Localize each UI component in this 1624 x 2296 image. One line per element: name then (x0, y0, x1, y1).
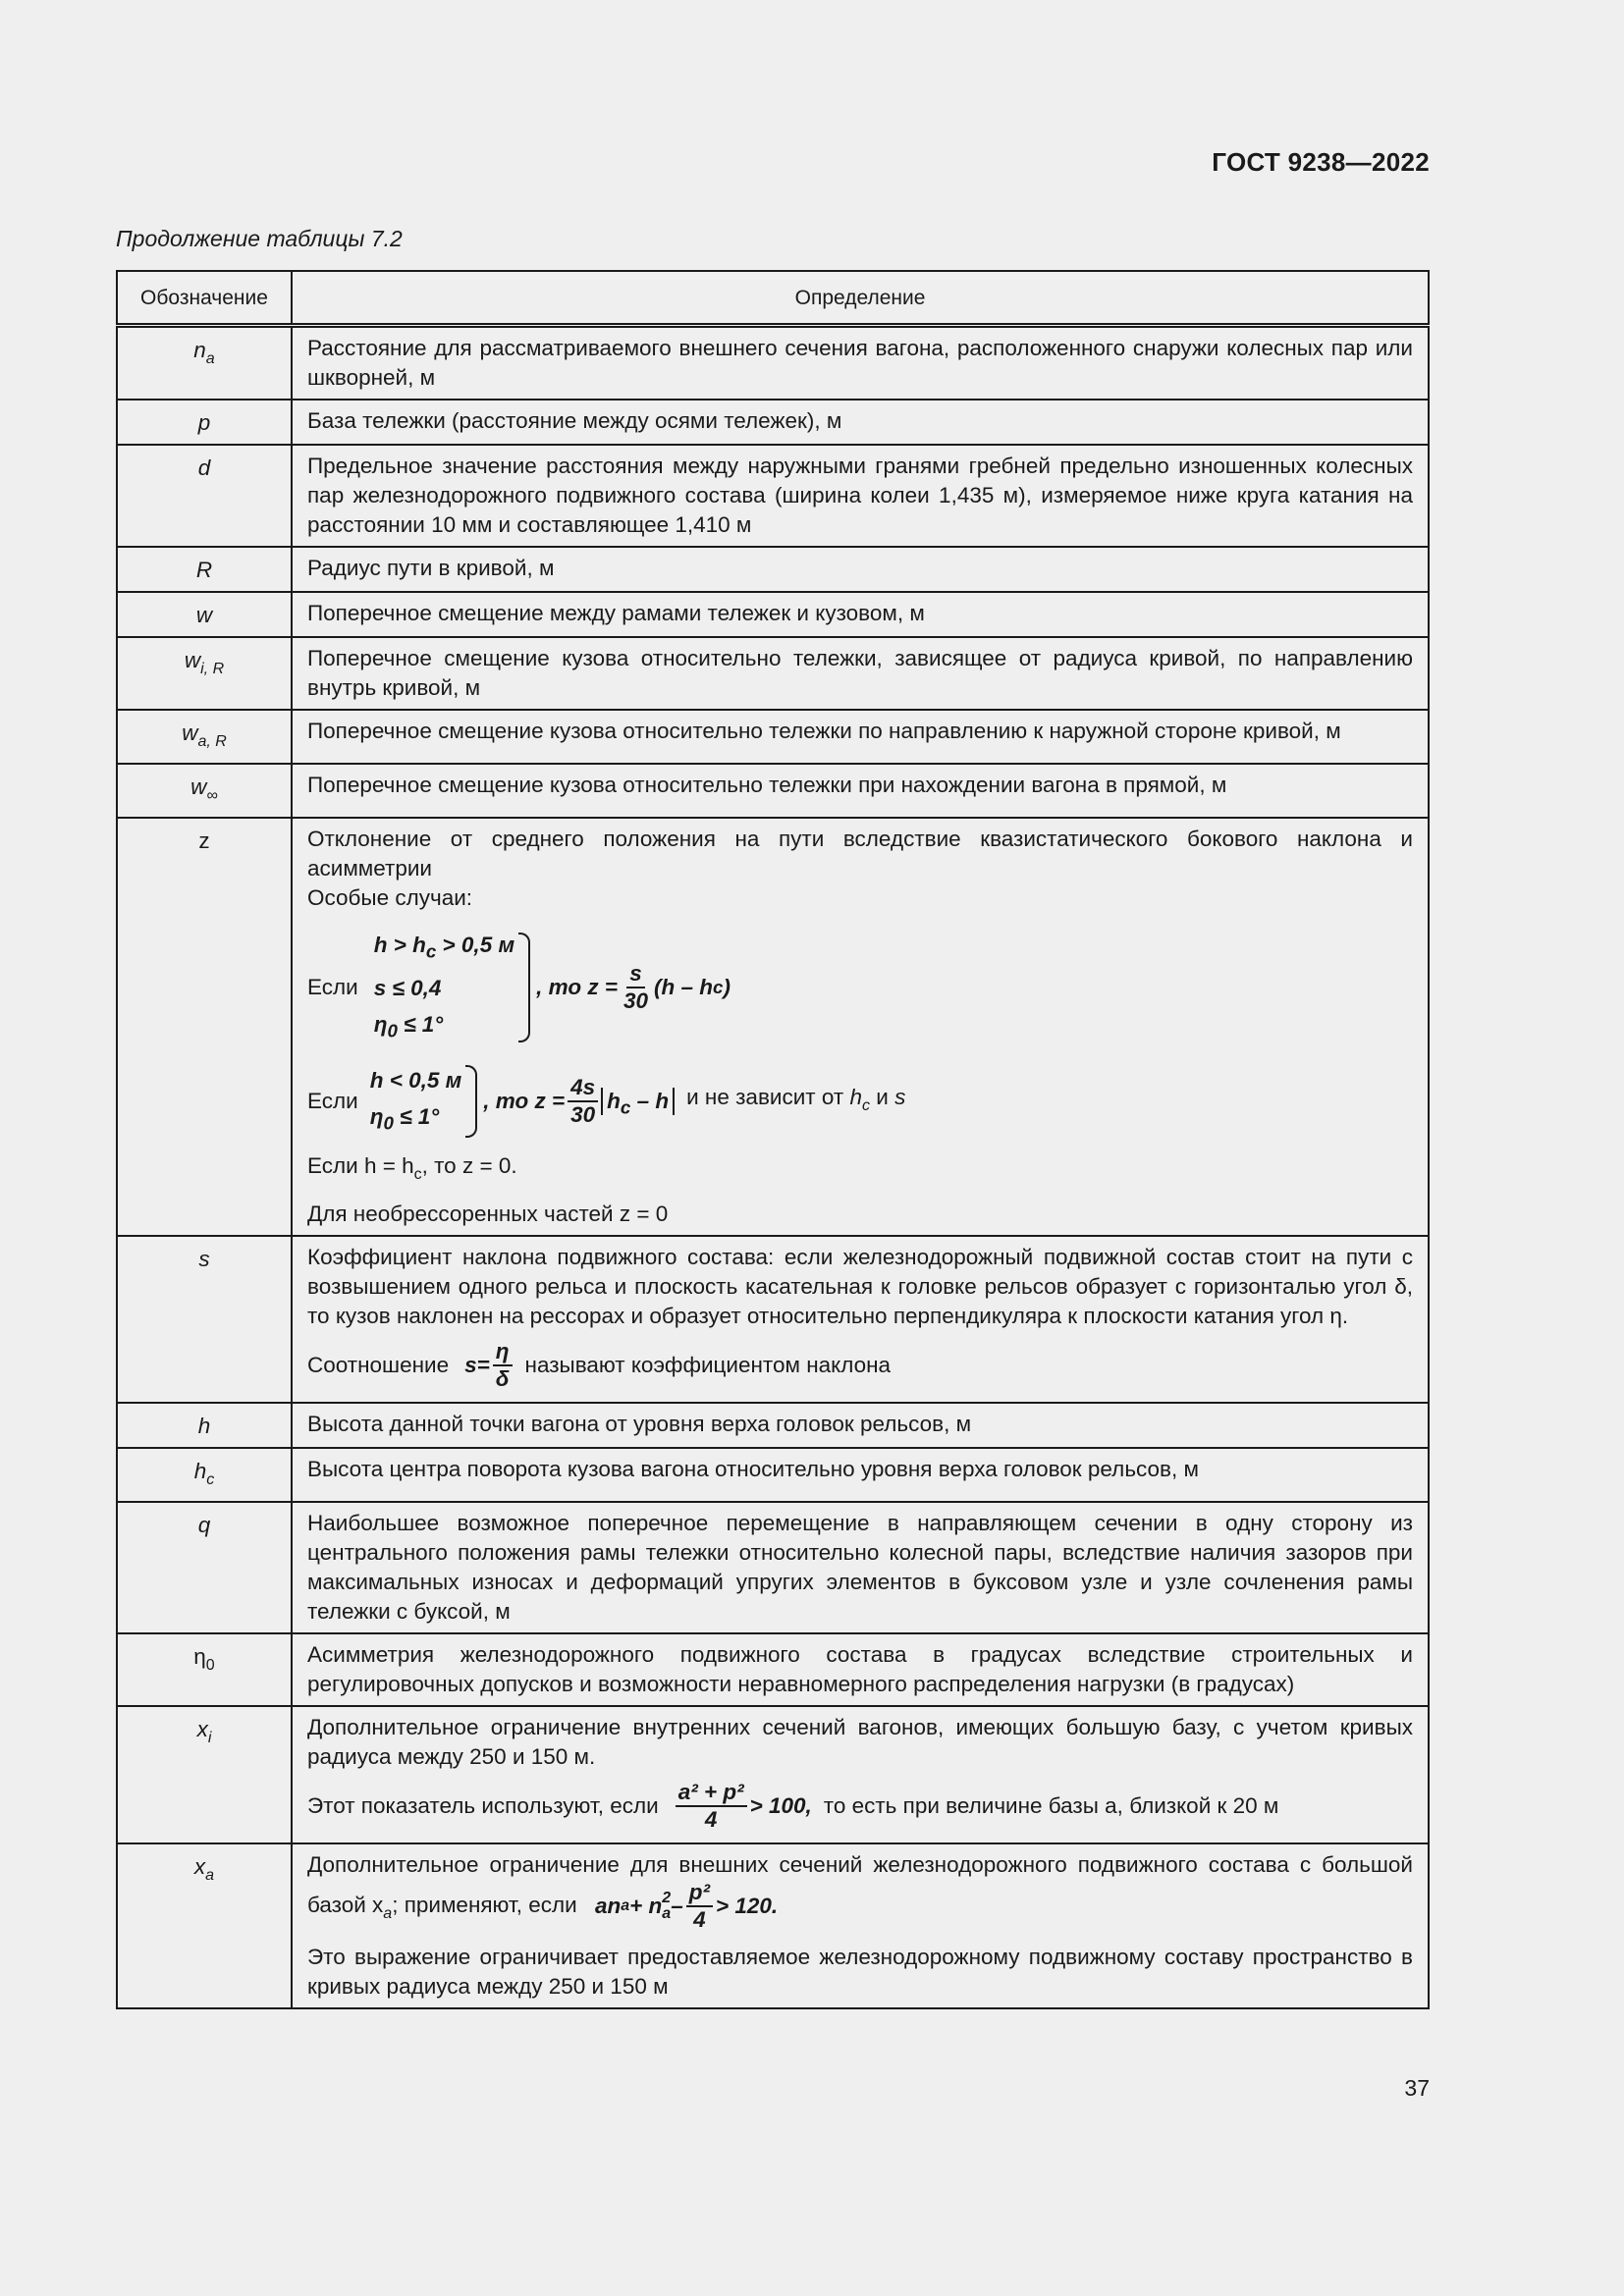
use-tail: то есть при величине базы a, близкой к 20 м (823, 1792, 1279, 1818)
fraction (493, 1339, 513, 1392)
symbol-cell: q (117, 1502, 292, 1633)
xi-definition-text: Дополнительное ограничение внутренних сечений вагонов, имеющих большую базу, с учетом кривых радиуса между 250 и 150 м. (307, 1714, 1413, 1769)
table-row (117, 400, 1429, 445)
symbol: w (190, 774, 207, 799)
term-b-scripts (662, 1891, 671, 1922)
then-formula (536, 961, 731, 1014)
symbol-cell (117, 1706, 292, 1843)
definition-cell (292, 1843, 1429, 2008)
comparison: > 120. (715, 1893, 779, 1918)
case-text: Если h = h (307, 1152, 414, 1178)
symbol: w (182, 721, 198, 745)
table-row (117, 764, 1429, 818)
numerator: p² (686, 1880, 713, 1907)
symbol: w (184, 648, 201, 672)
xa-definition-text-2: Это выражение ограничивает предоставляемое железнодорожному подвижному составу пространство в кривых радиуса между 250 и 150 м (307, 1944, 1413, 1999)
table-row (117, 637, 1429, 710)
subscript: c (413, 1165, 422, 1183)
table-row (117, 592, 1429, 637)
subscript: a (621, 1896, 630, 1914)
definition-cell: Поперечное смещение между рамами тележек и кузовом, м (292, 592, 1429, 637)
term-a: an (594, 1893, 622, 1918)
condition-tail: > 0,5 м (436, 933, 515, 957)
eta-symbol: η (373, 1011, 388, 1037)
condition-text: h > h (373, 933, 426, 957)
xi-formula (673, 1780, 812, 1833)
s-definition-text: Коэффициент наклона подвижного состава: если железнодорожный подвижной состав стоит на пути с возвышением одного рельса и плоскость касательная к головке рельсов образует с горизонталью угол δ, то кузов наклонен на рессорах и образует относительно перпендикуляра к плоскости катания угол η. (307, 1244, 1413, 1328)
definition-cell: Радиус пути в кривой, м (292, 547, 1429, 592)
fraction (686, 1880, 713, 1933)
table-row (117, 326, 1429, 400)
definition-cell: Предельное значение расстояния между наружными гранями гребней предельно изношенных колесных пар железнодорожного подвижного состава (ширина колеи 1,435 м), измеряемое ниже круга катания на расстоянии 10 мм и составляющее 1,410 м (292, 445, 1429, 547)
numerator: a² + p² (676, 1780, 747, 1807)
table-row (117, 1502, 1429, 1633)
subscript: c (620, 1096, 631, 1118)
condition-tail: ≤ 1° (393, 1104, 440, 1129)
symbol-cell: h (117, 1403, 292, 1448)
symbol-subscript: a (205, 350, 215, 367)
symbol-subscript: c (206, 1470, 215, 1488)
symbol-subscript: a, R (197, 733, 227, 750)
definition-cell: Расстояние для рассматриваемого внешнего сечения вагона, расположенного снаружи колесных пар или шкворней, м (292, 326, 1429, 400)
subscript: c (861, 1096, 870, 1114)
symbol: z (198, 828, 210, 853)
table-row (117, 445, 1429, 547)
if-label: Если (307, 1089, 358, 1114)
definitions-table (116, 270, 1430, 2009)
table-row (117, 1706, 1429, 1843)
table-row (117, 1403, 1429, 1448)
table-row (117, 1448, 1429, 1502)
symbol-cell (117, 764, 292, 818)
denominator: δ (495, 1365, 510, 1391)
table-row (117, 1236, 1429, 1403)
definition-cell: Поперечное смещение кузова относительно тележки по направлению к наружной стороне кривой, м (292, 710, 1429, 764)
formula-end: ) (723, 975, 731, 999)
special-cases-label: Особые случаи: (307, 885, 473, 910)
fraction (621, 961, 651, 1014)
column-header-symbol: Обозначение (117, 271, 292, 326)
superscript: 2 (662, 1889, 672, 1906)
definition-cell (292, 818, 1429, 1236)
condition-1 (374, 927, 514, 970)
denominator: 30 (570, 1102, 596, 1128)
denominator: 4 (693, 1906, 706, 1932)
use-label: Этот показатель используют, если (307, 1792, 659, 1818)
subscript: a (662, 1904, 672, 1922)
conditions-block (370, 1062, 462, 1142)
if-label: Если (307, 975, 358, 999)
absolute-value (601, 1088, 675, 1118)
symbol-cell (117, 818, 292, 1236)
page-number: 37 (1404, 2075, 1430, 2101)
xa-formula (595, 1880, 778, 1933)
independence-note (686, 1083, 905, 1121)
symbol-cell (117, 637, 292, 710)
then-text: , то z = (483, 1089, 566, 1114)
symbol-cell (117, 1843, 292, 2008)
symbol-subscript: ∞ (206, 787, 218, 804)
condition-3 (374, 1006, 514, 1049)
formula-case-2 (307, 1062, 1413, 1142)
then-formula (483, 1075, 675, 1128)
symbol-cell (117, 1633, 292, 1706)
subscript: a (383, 1904, 393, 1922)
numerator: η (493, 1339, 513, 1366)
then-text: , то z = (536, 975, 618, 999)
var-h: h (849, 1084, 862, 1109)
xi-condition-row (307, 1780, 1413, 1833)
symbol-cell (117, 710, 292, 764)
formula-case-1 (307, 927, 1413, 1048)
symbol-cell: R (117, 547, 292, 592)
symbol-cell: s (117, 1236, 292, 1403)
symbol-subscript: a (205, 1866, 215, 1884)
symbol: x (193, 1853, 206, 1879)
right-brace-icon (518, 933, 530, 1042)
lhs: s (464, 1352, 477, 1377)
xa-text-tail: ; применяют, если (392, 1892, 577, 1917)
definition-cell: Поперечное смещение кузова относительно тележки при нахождении вагона в прямой, м (292, 764, 1429, 818)
symbol-cell: w (117, 592, 292, 637)
conditions-block (374, 927, 514, 1048)
definition-cell: Асимметрия железнодорожного подвижного состава в градусах вследствие строительных и регулировочных допусков и возможности неравномерного распределения нагрузки (в градусах) (292, 1633, 1429, 1706)
symbol: x (196, 1716, 208, 1741)
abs-var: h (607, 1089, 621, 1114)
ratio-formula (464, 1339, 514, 1392)
fraction (568, 1075, 598, 1128)
symbol-cell: d (117, 445, 292, 547)
definition-cell (292, 1236, 1429, 1403)
definition-cell (292, 1706, 1429, 1843)
fraction (676, 1780, 747, 1833)
table-row (117, 547, 1429, 592)
symbol: η (193, 1643, 206, 1669)
subscript: c (425, 940, 437, 962)
term-b: + n (629, 1893, 663, 1918)
numerator: 4s (568, 1075, 598, 1102)
definition-cell: Высота центра поворота кузова вагона относительно уровня верха головок рельсов, м (292, 1448, 1429, 1502)
symbol: n (193, 338, 206, 362)
condition-2 (370, 1098, 462, 1142)
table-caption: Продолжение таблицы 7.2 (116, 226, 403, 251)
ratio-tail: называют коэффициентом наклона (524, 1352, 892, 1377)
table-row (117, 1843, 1429, 2008)
z-definition-text: Отклонение от среднего положения на пути вследствие квазистатического бокового наклона и асимметрии (307, 827, 1413, 881)
condition-1: h < 0,5 м (369, 1068, 462, 1093)
ratio-label: Соотношение (307, 1352, 450, 1377)
column-header-definition: Определение (292, 271, 1429, 326)
condition-2: s ≤ 0,4 (373, 975, 442, 1000)
xa-definition-text (307, 1850, 1413, 1933)
symbol-subscript: 0 (205, 1656, 215, 1674)
denominator: 30 (623, 988, 648, 1013)
numerator: s (626, 961, 645, 988)
subscript: c (713, 977, 724, 997)
case-h-equals-hc (307, 1151, 1413, 1190)
xa-text: Дополнительное ограничение для внешних сечений железнодорожного подвижного состава с большой базой x (307, 1851, 1413, 1917)
table-row (117, 818, 1429, 1236)
symbol-cell (117, 326, 292, 400)
equals-sign: = (476, 1352, 490, 1377)
subscript: 0 (387, 1020, 398, 1041)
condition-tail: ≤ 1° (397, 1011, 444, 1037)
note-text: и не зависит от (686, 1084, 844, 1109)
right-brace-icon (465, 1065, 477, 1138)
definition-cell: Высота данной точки вагона от уровня верха головок рельсов, м (292, 1403, 1429, 1448)
subscript: 0 (383, 1112, 394, 1134)
definition-cell: Наибольшее возможное поперечное перемещение в направляющем сечении в одну сторону из центрального положения рамы тележки относительно колесной пары, вследствие наличия зазоров при максимальных износах и деформаций упругих элементов в буксовом узле и узле сочленения рамы тележки с буксой, м (292, 1502, 1429, 1633)
symbol: h (193, 1458, 207, 1483)
symbol-cell (117, 1448, 292, 1502)
abs-tail: – h (630, 1089, 670, 1114)
case-tail: , то z = 0. (421, 1152, 517, 1178)
table-row (117, 1633, 1429, 1706)
var-s: s (894, 1084, 906, 1109)
definition-cell: База тележки (расстояние между осями тележек), м (292, 400, 1429, 445)
standard-designation: ГОСТ 9238—2022 (1212, 147, 1430, 177)
formula-tail: (h – h (654, 975, 713, 999)
ratio-formula-row (307, 1339, 1413, 1392)
definition-cell: Поперечное смещение кузова относительно тележки, зависящее от радиуса кривой, по направлению внутрь кривой, м (292, 637, 1429, 710)
denominator: 4 (704, 1806, 718, 1832)
and-text: и (876, 1084, 889, 1109)
eta-symbol: η (369, 1104, 384, 1129)
table-header-row (117, 271, 1429, 326)
symbol-cell: p (117, 400, 292, 445)
minus: – (671, 1893, 683, 1918)
symbol-subscript: i (207, 1729, 212, 1746)
symbol-subscript: i, R (200, 661, 225, 677)
comparison: > 100, (749, 1792, 812, 1818)
table-row (117, 710, 1429, 764)
unsprung-parts-text: Для необрессоренных частей z = 0 (307, 1201, 669, 1226)
